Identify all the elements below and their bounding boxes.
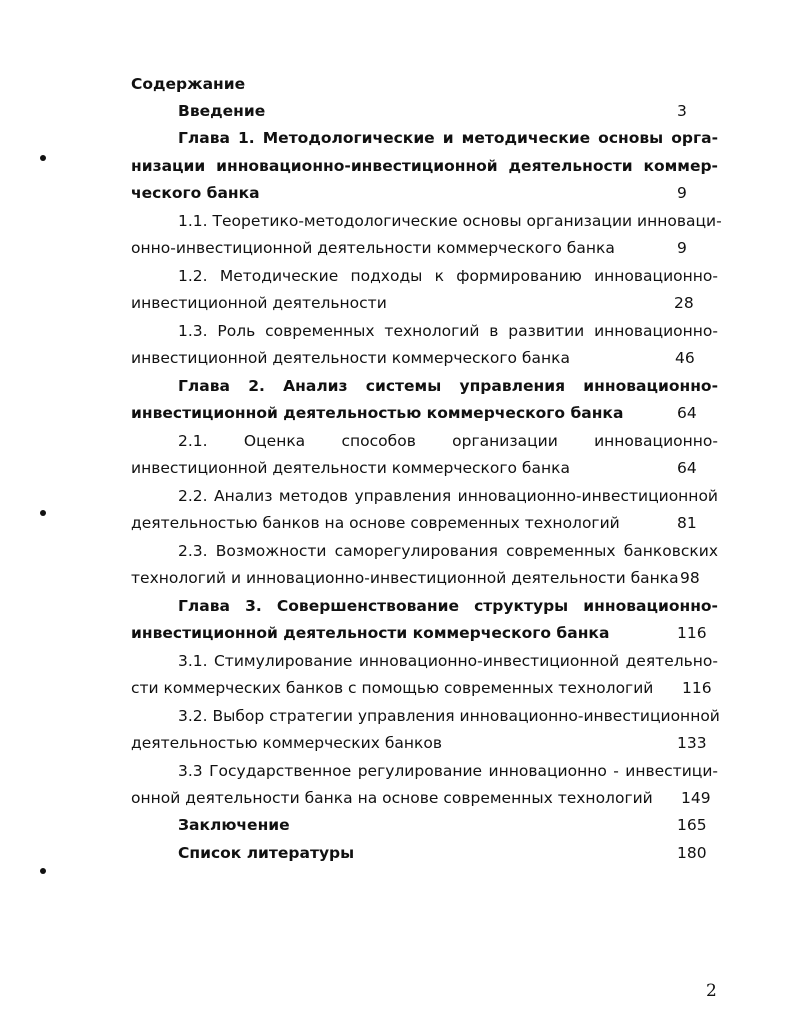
toc-page-section-1-3: 46 (675, 349, 695, 367)
toc-section-2-1: 2.1. Оценка способов организации инновационно- (178, 432, 718, 450)
toc-page-section-3-3: 149 (681, 789, 711, 807)
toc-entry-intro: Введение (178, 102, 266, 120)
toc-chapter-1: Глава 1. Методологические и методические основы орга- (178, 129, 718, 147)
toc-section-2-1: инвестиционной деятельности коммерческого банка (131, 459, 570, 477)
toc-section-2-2: 2.2. Анализ методов управления инновационно-инвестиционной (178, 487, 718, 505)
toc-section-3-1: 3.1. Стимулирование инновационно-инвестиционной деятельно- (178, 652, 718, 670)
toc-page-chapter-2: 64 (677, 404, 697, 422)
binder-hole-mark (40, 868, 46, 874)
toc-page-chapter-1: 9 (677, 184, 687, 202)
toc-page-references: 180 (677, 844, 707, 862)
toc-section-3-1: сти коммерческих банков с помощью современных технологий (131, 679, 654, 697)
toc-entry-conclusion: Заключение (178, 816, 290, 834)
toc-section-2-2: деятельностью банков на основе современных технологий (131, 514, 620, 532)
toc-entry-references: Список литературы (178, 844, 355, 862)
toc-section-1-3: 1.3. Роль современных технологий в развитии инновационно- (178, 322, 718, 340)
toc-page-chapter-3: 116 (677, 624, 707, 642)
toc-chapter-2: Глава 2. Анализ системы управления инновационно- (178, 377, 718, 395)
toc-section-3-2: 3.2. Выбор стратегии управления инновационно-инвестиционной (178, 707, 720, 725)
toc-section-3-2: деятельностью коммерческих банков (131, 734, 442, 752)
toc-chapter-1: ческого банка (131, 184, 260, 202)
toc-section-2-3: 2.3. Возможности саморегулирования современных банковских (178, 542, 718, 560)
toc-section-1-2: инвестиционной деятельности (131, 294, 387, 312)
toc-section-2-3: технологий и инновационно-инвестиционной деятельности банка (131, 569, 679, 587)
toc-section-3-3: 3.3 Государственное регулирование инновационно - инвестици- (178, 762, 718, 780)
toc-page-section-1-2: 28 (674, 294, 694, 312)
toc-page-section-3-1: 116 (682, 679, 712, 697)
toc-page-section-1-1: 9 (677, 239, 687, 257)
page-number: 2 (706, 981, 717, 1001)
toc-section-3-3: онной деятельности банка на основе современных технологий (131, 789, 653, 807)
toc-page-intro: 3 (677, 102, 687, 120)
toc-chapter-2: инвестиционной деятельностью коммерческого банка (131, 404, 624, 422)
toc-heading: Содержание (131, 75, 246, 93)
toc-section-1-3: инвестиционной деятельности коммерческого банка (131, 349, 570, 367)
binder-hole-mark (40, 155, 46, 161)
toc-chapter-3: Глава 3. Совершенствование структуры инновационно- (178, 597, 718, 615)
toc-page-section-2-1: 64 (677, 459, 697, 477)
toc-page-conclusion: 165 (677, 816, 707, 834)
toc-page-section-3-2: 133 (677, 734, 707, 752)
toc-section-1-1: онно-инвестиционной деятельности коммерческого банка (131, 239, 615, 257)
binder-hole-mark (40, 510, 46, 516)
toc-section-1-2: 1.2. Методические подходы к формированию инновационно- (178, 267, 718, 285)
toc-section-1-1: 1.1. Теоретико-методологические основы организации инноваци- (178, 212, 722, 230)
toc-page-section-2-3: 98 (680, 569, 700, 587)
toc-page-section-2-2: 81 (677, 514, 697, 532)
toc-chapter-3: инвестиционной деятельности коммерческого банка (131, 624, 610, 642)
toc-chapter-1: низации инновационно-инвестиционной деятельности коммер- (131, 157, 718, 175)
